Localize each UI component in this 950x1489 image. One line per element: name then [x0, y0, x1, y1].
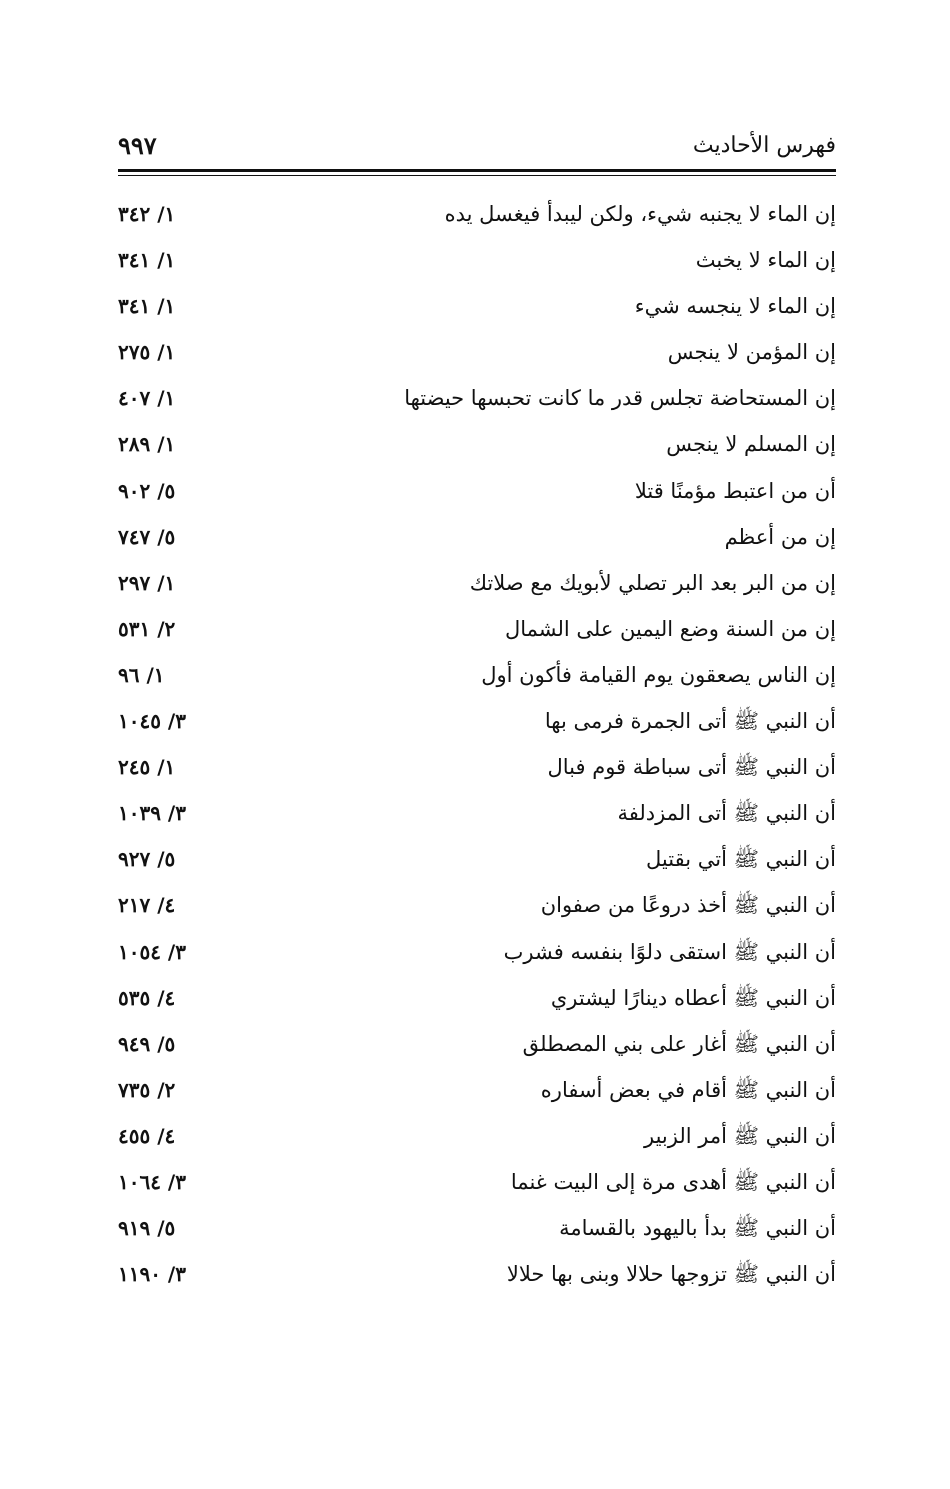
volume-page-ref: ١/ ٢٩٧ — [118, 570, 176, 595]
page-number: ٩٩٧ — [118, 131, 157, 160]
volume-page-ref: ٣/ ١٠٤٥ — [118, 709, 186, 734]
volume-page-ref: ١/ ٣٤١ — [118, 248, 176, 273]
hadith-incipit: إن المؤمن لا ينجس — [667, 340, 836, 365]
index-entry — [118, 469, 836, 515]
volume-page-ref: ٥/ ٩٤٩ — [118, 1031, 176, 1056]
hadith-incipit: أن من اعتبط مؤمنًا قتلا — [634, 478, 836, 503]
index-entry — [118, 653, 836, 699]
volume-page-ref: ٣/ ١١٩٠ — [118, 1262, 186, 1287]
index-entry — [118, 376, 836, 422]
hadith-incipit: أن النبي ﷺ أتى المزدلفة — [617, 801, 836, 826]
index-entry — [118, 1068, 836, 1114]
index-entry — [118, 745, 836, 791]
header-rule-thick — [118, 169, 836, 172]
volume-page-ref: ٤/ ٤٥٥ — [118, 1123, 176, 1148]
hadith-index-list — [118, 192, 836, 1298]
index-entry — [118, 422, 836, 468]
volume-page-ref: ٥/ ٩٠٢ — [118, 478, 176, 503]
hadith-incipit: أن النبي ﷺ أتي بقتيل — [646, 847, 836, 872]
index-entry — [118, 330, 836, 376]
hadith-incipit: إن الماء لا يجنبه شيء، ولكن ليبدأ فيغسل يده — [444, 202, 836, 226]
hadith-incipit: إن من السنة وضع اليمين على الشمال — [504, 616, 836, 641]
hadith-incipit: إن المسلم لا ينجس — [666, 432, 836, 457]
volume-page-ref: ٣/ ١٠٦٤ — [118, 1169, 186, 1194]
volume-page-ref: ١/ ٣٤١ — [118, 294, 176, 319]
hadith-incipit: إن من البر بعد البر تصلي لأبويك مع صلاتك — [469, 570, 836, 595]
hadith-incipit: أن النبي ﷺ أتى سباطة قوم فبال — [547, 755, 836, 780]
hadith-incipit: إن الماء لا يخبث — [695, 248, 836, 273]
hadith-incipit: أن النبي ﷺ استقى دلوًا بنفسه فشرب — [503, 939, 836, 964]
running-title: فهرس الأحاديث — [692, 133, 836, 158]
index-entry — [118, 1114, 836, 1160]
volume-page-ref: ٣/ ١٠٥٤ — [118, 939, 186, 964]
volume-page-ref: ١/ ٩٦ — [118, 662, 165, 687]
hadith-incipit: أن النبي ﷺ أمر الزبير — [644, 1123, 836, 1148]
hadith-incipit: أن النبي ﷺ أقام في بعض أسفاره — [540, 1077, 836, 1102]
volume-page-ref: ١/ ٣٤٢ — [118, 202, 176, 226]
volume-page-ref: ٤/ ٢١٧ — [118, 893, 176, 918]
index-entry — [118, 561, 836, 607]
volume-page-ref: ١/ ٢٤٥ — [118, 755, 176, 780]
volume-page-ref: ١/ ٤٠٧ — [118, 386, 176, 411]
hadith-incipit: أن النبي ﷺ بدأ باليهود بالقسامة — [559, 1216, 836, 1241]
header-rule-thin — [118, 175, 836, 176]
index-entry — [118, 1022, 836, 1068]
index-entry — [118, 1252, 836, 1298]
hadith-incipit: إن الناس يصعقون يوم القيامة فأكون أول — [481, 662, 836, 687]
hadith-incipit: أن النبي ﷺ أغار على بني المصطلق — [522, 1031, 836, 1056]
hadith-incipit: إن المستحاضة تجلس قدر ما كانت تحبسها حيضتها — [404, 386, 836, 411]
hadith-incipit: أن النبي ﷺ أعطاه دينارًا ليشتري — [550, 985, 836, 1010]
volume-page-ref: ٢/ ٥٣١ — [118, 616, 176, 641]
index-entry — [118, 1160, 836, 1206]
hadith-incipit: أن النبي ﷺ أهدى مرة إلى البيت غنما — [510, 1169, 836, 1194]
hadith-incipit: إن من أعظم — [724, 524, 836, 549]
index-entry — [118, 1206, 836, 1252]
hadith-incipit: أن النبي ﷺ أخذ دروعًا من صفوان — [540, 893, 836, 918]
index-entry — [118, 192, 836, 238]
index-entry — [118, 607, 836, 653]
index-entry — [118, 930, 836, 976]
index-entry — [118, 238, 836, 284]
index-entry — [118, 515, 836, 561]
volume-page-ref: ٥/ ٧٤٧ — [118, 524, 176, 549]
volume-page-ref: ٣/ ١٠٣٩ — [118, 801, 186, 826]
index-entry — [118, 837, 836, 883]
index-entry — [118, 284, 836, 330]
page-header — [118, 126, 836, 166]
index-entry — [118, 791, 836, 837]
hadith-incipit: أن النبي ﷺ أتى الجمرة فرمى بها — [544, 709, 836, 734]
volume-page-ref: ٥/ ٩٢٧ — [118, 847, 176, 872]
hadith-incipit: أن النبي ﷺ تزوجها حلالا وبنى بها حلالا — [506, 1262, 836, 1287]
index-entry — [118, 883, 836, 929]
hadith-incipit: إن الماء لا ينجسه شيء — [634, 294, 836, 319]
volume-page-ref: ٥/ ٩١٩ — [118, 1216, 176, 1241]
volume-page-ref: ٤/ ٥٣٥ — [118, 985, 176, 1010]
volume-page-ref: ٢/ ٧٣٥ — [118, 1077, 176, 1102]
index-entry — [118, 976, 836, 1022]
volume-page-ref: ١/ ٢٨٩ — [118, 432, 176, 457]
index-entry — [118, 699, 836, 745]
volume-page-ref: ١/ ٢٧٥ — [118, 340, 176, 365]
